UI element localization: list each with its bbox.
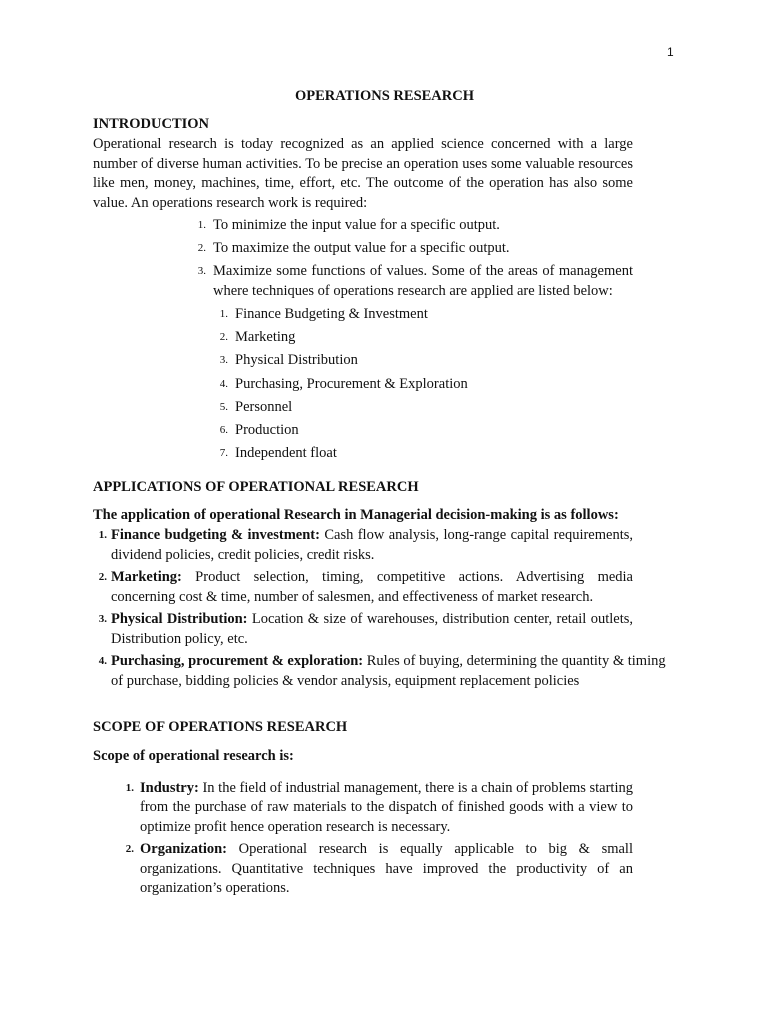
list-number: 3.: [98, 613, 107, 626]
list-item-term: Industry:: [140, 779, 199, 796]
list-item: [212, 351, 633, 371]
list-item: [212, 444, 633, 464]
list-item-text: Maximize some functions of values. Some of the areas of management where techniques of operations research are applied are listed below:: [213, 263, 633, 299]
list-item-text: [111, 568, 633, 607]
list-item-text: [140, 779, 633, 838]
list-item-description: In the field of industrial management, there is a chain of problems starting from the purchase of raw materials to the dispatch of finished goods with a view to optimize profit hence operation research is necessary.: [140, 779, 633, 835]
list-number: 6.: [219, 424, 228, 436]
list-number: 2.: [98, 571, 107, 584]
list-item-description: Cash flow analysis, long-range capital requirements, dividend policies, credit policies, credit risks.: [111, 527, 633, 563]
scope-list: [118, 779, 633, 899]
list-item: [190, 239, 633, 259]
list-item-text: [111, 526, 633, 565]
list-item-text: [111, 652, 675, 691]
list-item-text: [111, 610, 633, 649]
list-number: 1.: [197, 219, 206, 231]
list-item: [118, 779, 633, 838]
list-item-text: Purchasing, Procurement & Exploration: [235, 375, 468, 392]
list-item: [93, 568, 633, 607]
list-item-text: Independent float: [235, 445, 337, 462]
list-item-description: Operational research is equally applicable to big & small organizations. Quantitative techniques have improved the productivity of an organization’s operations.: [140, 841, 633, 897]
list-number: 3.: [219, 354, 228, 367]
list-number: 1.: [98, 529, 107, 542]
list-number: 2.: [219, 331, 228, 344]
management-areas-list: [212, 305, 633, 464]
list-item-text: [140, 840, 633, 899]
list-item-term: Physical Distribution:: [111, 611, 248, 628]
document-title: OPERATIONS RESEARCH: [295, 88, 474, 104]
list-item-description: Rules of buying, determining the quantity & timing of purchase, bidding policies & vendor analysis, equipment replacement policies: [111, 653, 666, 689]
list-item-term: Marketing:: [111, 569, 182, 586]
list-item-term: Purchasing, procurement & exploration:: [111, 653, 364, 670]
list-item-text: Personnel: [235, 398, 293, 415]
list-item: [118, 840, 633, 899]
list-item-text: To minimize the input value for a specific output.: [213, 217, 500, 233]
applications-list: [93, 526, 666, 691]
list-item: [190, 262, 633, 301]
list-item: [93, 652, 666, 691]
list-item: [93, 610, 633, 649]
list-item: [212, 305, 633, 325]
list-number: 7.: [219, 447, 228, 460]
applications-intro: The application of operational Research in Managerial decision-making is as follows:: [93, 506, 619, 523]
scope-heading: SCOPE OF OPERATIONS RESEARCH: [93, 719, 348, 736]
list-item-text: Marketing: [235, 329, 296, 346]
list-item: [93, 526, 633, 565]
list-item-text: Finance Budgeting & Investment: [235, 306, 428, 323]
list-number: 4.: [219, 377, 228, 390]
scope-intro: Scope of operational research is:: [93, 748, 294, 765]
list-item-term: Organization:: [140, 841, 227, 858]
list-item: [212, 398, 633, 418]
list-item: [212, 328, 633, 348]
list-number: 5.: [219, 400, 228, 413]
document-body: [93, 86, 666, 902]
introduction-paragraph: Operational research is today recognized as an applied science concerned with a large number of diverse human activities. To be precise an operation uses some valuable resources like men, money, machines, time, effort, etc. The outcome of the operation has also some value. An operations research work is required:: [93, 136, 633, 211]
list-item-text: To maximize the output value for a specific output.: [213, 240, 510, 257]
list-number: 1.: [125, 781, 134, 794]
list-item-term: Finance budgeting & investment:: [111, 527, 320, 544]
introduction-heading: INTRODUCTION: [93, 116, 210, 132]
list-number: 2.: [197, 242, 206, 255]
page-number: 1: [667, 45, 674, 59]
list-item: [190, 216, 633, 236]
list-number: 1.: [219, 308, 228, 321]
list-item-description: Location & size of warehouses, distribution center, retail outlets, Distribution policy, etc.: [111, 611, 633, 647]
list-number: 2.: [125, 843, 134, 856]
list-number: 4.: [98, 655, 107, 668]
list-item-description: Product selection, timing, competitive actions. Advertising media concerning cost & time, number of salesmen, and effectiveness of market research.: [111, 569, 633, 605]
list-item: [212, 421, 633, 441]
requirements-list: [190, 216, 633, 301]
list-item: [212, 375, 633, 395]
list-item-text: Production: [235, 422, 299, 438]
list-number: 3.: [197, 265, 206, 278]
applications-heading: APPLICATIONS OF OPERATIONAL RESEARCH: [93, 478, 419, 495]
list-item-text: Physical Distribution: [235, 352, 358, 369]
